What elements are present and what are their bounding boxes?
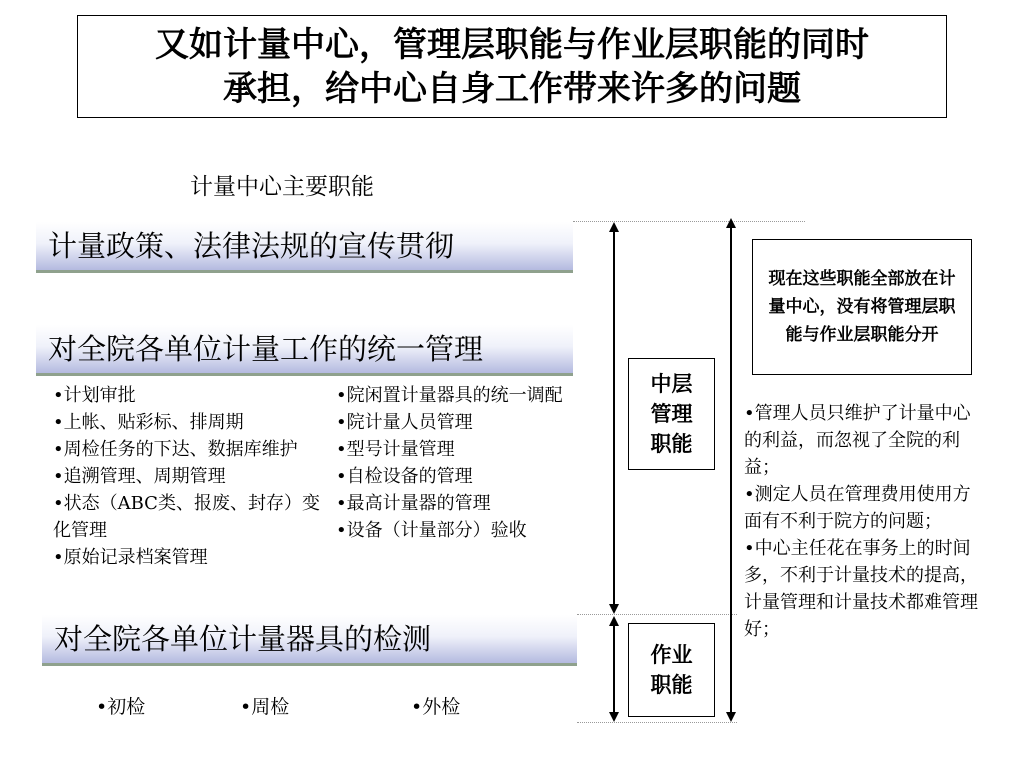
list-item: •院计量人员管理 — [336, 412, 473, 433]
list-item: •院闲置计量器具的统一调配 — [336, 385, 563, 406]
arrow-down-icon — [609, 604, 619, 614]
problems-list — [744, 400, 984, 643]
testing-item-initial: •初检 — [96, 696, 146, 718]
list-item: •原始记录档案管理 — [53, 547, 208, 568]
testing-item-external: •外检 — [411, 696, 461, 718]
policy-band: 计量政策、法律法规的宣传贯彻 — [36, 222, 573, 273]
box-line: 作业 — [650, 643, 693, 667]
slide-title-line1: 又如计量中心，管理层职能与作业层职能的同时 — [155, 24, 869, 65]
functions-subtitle: 计量中心主要职能 — [190, 174, 374, 200]
list-item: •状态（ABC类、报废、封存）变化管理 — [53, 493, 320, 541]
testing-band: 对全院各单位计量器具的检测 — [42, 615, 577, 666]
management-list-left — [53, 382, 321, 571]
box-line: 中层 — [650, 372, 693, 396]
slide-title-line2: 承担，给中心自身工作带来许多的问题 — [223, 68, 801, 109]
full-span-arrow — [730, 226, 732, 714]
management-band: 对全院各单位计量工作的统一管理 — [36, 325, 573, 376]
box-line: 职能 — [650, 673, 693, 697]
testing-item-periodic: •周检 — [240, 696, 290, 718]
list-item: •型号计量管理 — [336, 439, 455, 460]
list-item: •上帐、贴彩标、排周期 — [53, 412, 244, 433]
arrow-down-icon — [609, 712, 619, 722]
list-item: •管理人员只维护了计量中心的利益，而忽视了全院的利益； — [744, 403, 971, 478]
list-item: •最高计量器的管理 — [336, 493, 491, 514]
list-item: •设备（计量部分）验收 — [336, 520, 527, 541]
note-box — [752, 239, 972, 375]
mid-dotted-line — [577, 614, 737, 615]
list-item: •测定人员在管理费用使用方面有不利于院方的问题； — [744, 484, 971, 532]
middle-span-arrow — [613, 230, 615, 606]
box-line: 职能 — [650, 432, 693, 456]
box-line: 管理 — [650, 402, 693, 426]
list-item: •自检设备的管理 — [336, 466, 473, 487]
arrow-down-icon — [726, 712, 736, 722]
list-item: •中心主任花在事务上的时间多，不利于计量技术的提高，计量管理和计量技术都难管理好； — [744, 538, 978, 640]
operation-function-box — [628, 623, 715, 717]
slide-title — [77, 15, 947, 118]
list-item: •计划审批 — [53, 385, 136, 406]
operation-span-arrow — [613, 624, 615, 714]
top-dotted-line — [573, 221, 805, 222]
note-text: 现在这些职能全部放在计量中心，没有将管理层职能与作业层职能分开 — [768, 269, 956, 345]
bottom-dotted-line — [577, 722, 737, 723]
middle-management-box — [628, 358, 715, 470]
list-item: •周检任务的下达、数据库维护 — [53, 439, 298, 460]
list-item: •追溯管理、周期管理 — [53, 466, 226, 487]
management-list-right — [336, 382, 576, 544]
